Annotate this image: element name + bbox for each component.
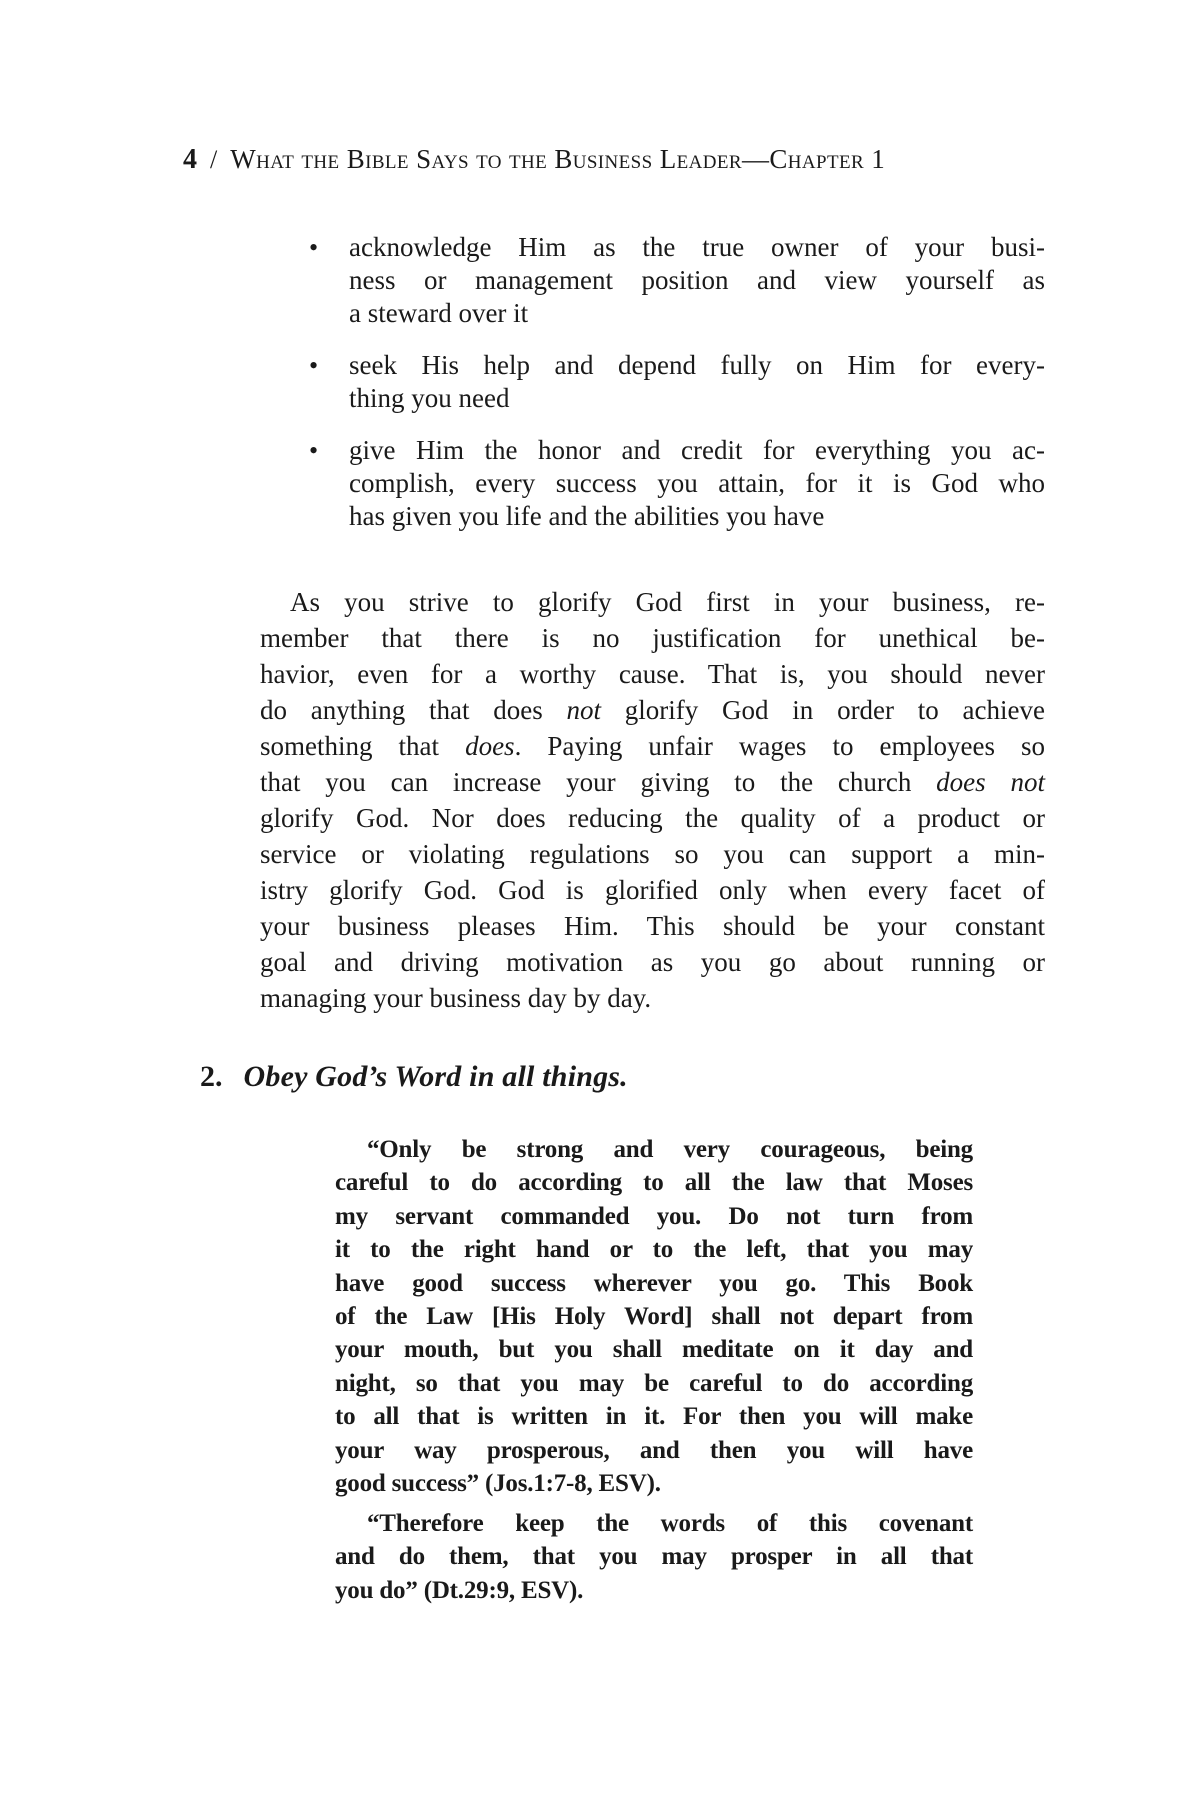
text-line: your mouth, but you shall meditate on it day and [335, 1336, 973, 1364]
bullet-dot-icon: • [309, 233, 319, 262]
text-line: seek His help and depend fully on Him for every- [349, 350, 1045, 380]
text-line: have good success wherever you go. This Book [335, 1269, 973, 1297]
text-line: service or violating regulations so you can support a min- [260, 839, 1045, 869]
text-line: managing your business day by day. [260, 983, 652, 1013]
text-line: good success” (Jos.1:7-8, ESV). [335, 1470, 661, 1498]
section-heading-number: 2. [200, 1060, 223, 1093]
text-line: As you strive to glorify God first in your business, re- [290, 587, 1045, 617]
text-line: acknowledge Him as the true owner of your busi- [349, 232, 1045, 262]
text-line: of the Law [His Holy Word] shall not depart from [335, 1303, 973, 1331]
bullet-text [349, 349, 1045, 415]
text-line: thing you need [349, 383, 510, 413]
text-line: goal and driving motivation as you go about running or [260, 947, 1045, 977]
text-line: glorify God. Nor does reducing the quality of a product or [260, 803, 1045, 833]
text-line: give Him the honor and credit for everything you ac- [349, 435, 1045, 465]
text-line: that you can increase your giving to the church does not [260, 767, 1045, 797]
text-line: istry glorify God. God is glorified only when every facet of [260, 875, 1045, 905]
bullet-text [349, 434, 1045, 533]
running-head [183, 144, 885, 176]
text-line: it to the right hand or to the left, that you may [335, 1236, 973, 1264]
text-line: careful to do according to all the law that Moses [335, 1169, 973, 1197]
bullet-item [309, 434, 1045, 533]
text-line: you do” (Dt.29:9, ESV). [335, 1576, 584, 1604]
bullet-text [349, 231, 1045, 330]
scripture-quote-joshua [335, 1133, 973, 1500]
header-separator: / [210, 145, 218, 174]
text-line: ness or management position and view yourself as [349, 265, 1045, 295]
bullet-item [309, 231, 1045, 330]
text-line: “Only be strong and very courageous, being [367, 1136, 973, 1163]
book-title: What the Bible Says to the Business Leader—Chapter 1 [230, 144, 886, 174]
text-line: your way prosperous, and then you will have [335, 1436, 973, 1464]
bullet-dot-icon: • [309, 436, 319, 465]
text-line: member that there is no justification for unethical be- [260, 623, 1045, 653]
text-line: something that does. Paying unfair wages to employees so [260, 731, 1045, 761]
page-number: 4 [183, 144, 197, 175]
text-line: night, so that you may be careful to do according [335, 1369, 973, 1397]
bullet-list [309, 231, 1045, 552]
section-heading-title: Obey God’s Word in all things. [243, 1060, 628, 1093]
text-line: and do them, that you may prosper in all that [335, 1543, 973, 1571]
body-paragraph [260, 584, 1045, 1016]
bullet-dot-icon: • [309, 351, 319, 380]
text-line: to all that is written in it. For then you will make [335, 1403, 973, 1431]
scripture-quote-deuteronomy [335, 1507, 973, 1607]
section-heading [200, 1060, 628, 1094]
text-line: havior, even for a worthy cause. That is, you should never [260, 659, 1045, 689]
text-line: complish, every success you attain, for it is God who [349, 468, 1045, 498]
text-line: a steward over it [349, 298, 529, 328]
bullet-item [309, 349, 1045, 415]
text-line: your business pleases Him. This should be your constant [260, 911, 1045, 941]
text-line: do anything that does not glorify God in order to achieve [260, 695, 1045, 725]
text-line: “Therefore keep the words of this covenant [367, 1510, 973, 1537]
text-line: my servant commanded you. Do not turn from [335, 1202, 973, 1230]
text-line: has given you life and the abilities you have [349, 501, 825, 531]
